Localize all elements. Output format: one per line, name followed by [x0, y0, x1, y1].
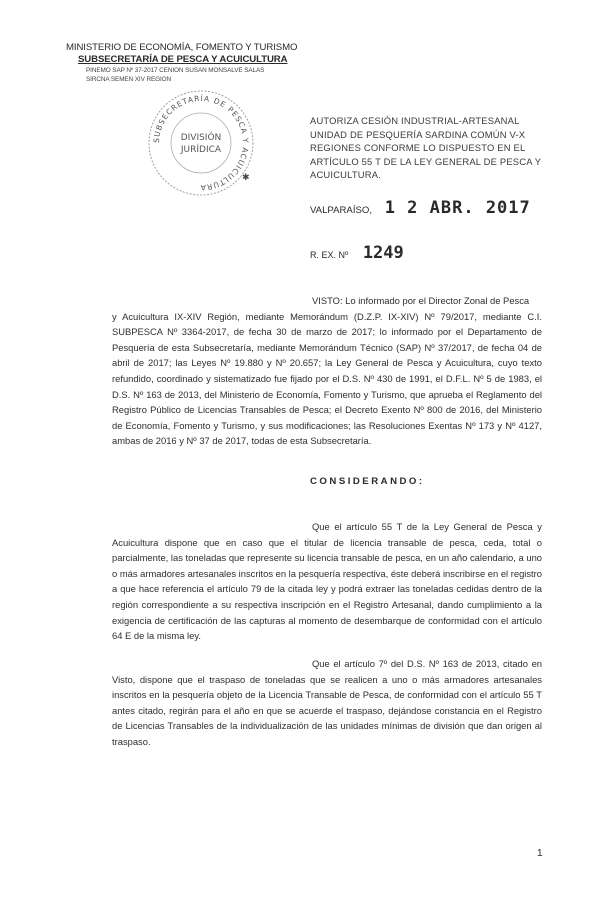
resolution-label: R. EX. Nº [310, 250, 349, 260]
stamp-seal-icon [142, 84, 260, 202]
stamp-ring-text: SUBSECRETARÍA DE PESCA Y ACUICULTURA [151, 93, 251, 193]
page-number: 1 [537, 848, 543, 859]
reference-line: PINEMO SAP Nº 37-2017 CENION SUSAN MONSALVE SALAS [86, 67, 265, 74]
visto-paragraph [112, 293, 542, 449]
resolution-number [310, 243, 404, 263]
division-juridica-stamp [142, 84, 260, 202]
considerando-heading: CONSIDERANDO: [310, 476, 425, 487]
ministry-name: MINISTERIO DE ECONOMÍA, FOMENTO Y TURISMO [66, 42, 298, 53]
dateline-city: VALPARAÍSO, [310, 205, 373, 216]
dateline [310, 198, 531, 218]
considerando-paragraph-2 [112, 656, 542, 750]
subsecretaria-name: SUBSECRETARÍA DE PESCA Y ACUICULTURA [78, 54, 288, 65]
stamp-center-line1: DIVISIÓN [180, 133, 222, 143]
reference-line-2: SIRCNA SEMEN XIV REGION [86, 76, 172, 83]
visto-lead: VISTO: Lo informado por el Director Zonal de Pesca [312, 295, 530, 306]
dateline-date: 1 2 ABR. 2017 [384, 198, 531, 218]
svg-text:✱: ✱ [242, 173, 250, 183]
resolution-title: AUTORIZA CESIÓN INDUSTRIAL-ARTESANAL UNIDAD DE PESQUERÍA SARDINA COMÚN V-X REGIONES CONFORME LO DISPUESTO EN EL ARTÍCULO 55 T DE LA LEY GENERAL DE PESCA Y ACUICULTURA. [310, 115, 542, 180]
stamp-center-line2: JURÍDICA [180, 145, 222, 155]
letterhead [66, 42, 297, 84]
visto-body: y Acuicultura IX-XIV Región, mediante Memorándum (D.Z.P. IX-XIV) Nº 79/2017, mediante C.I. SUBPESCA Nº 3364-2017, de fecha 30 de marzo de 2017; lo informado por el Departamento de Pesquería de esta Subsecretaría, mediante Memorándum Técnico (SAP) Nº 37/2017, de fecha 04 de abril de 2017; las Leyes Nº 19.880 y Nº 20.657; la Ley General de Pesca y Acuicultura, cuyo texto refundido, coordinado y sistematizado fue fijado por el D.S. Nº 430 de 1991, el D.F.L. Nº 5 de 1983, el D.S. Nº 163 de 2013, del Ministerio de Economía, Fomento y Turismo, que aprueba el Reglamento del Registro Público de Licencias Transables de Pesca; el Decreto Exento Nº 800 de 2016, del Ministerio de Economía, Fomento y Turismo, y sus modificaciones; las Resoluciones Exentas Nº 173 y Nº 4127, ambas de 2016 y Nº 37 de 2017, todas de esta Subsecretaría. [112, 310, 542, 447]
paragraph-1-text: Que el artículo 55 T de la Ley General de Pesca y Acuicultura dispone que en caso que el titular de licencia transable de pesca, ceda, total o parcialmente, las toneladas que represente su licencia transable de pesca, en un año calendario, a uno o más armadores artesanales inscritos en la pesquería respectiva, éste deberá inscribirse en el registro a que hace referencia el artículo 79 de la citada ley y podrá extraer las toneladas cedidas dentro de la región correspondiente a su respectiva inscripción en el Registro Artesanal, dando cumplimiento a la exigencia de certificación de las capturas al momento de desembarque de conformidad con el artículo 64 E de la misma ley. [112, 521, 542, 642]
resolution-number-value: 1249 [362, 243, 404, 263]
considerando-paragraph-1 [112, 519, 542, 644]
paragraph-2-text: Que el artículo 7º del D.S. Nº 163 de 2013, citado en Visto, dispone que el traspaso de toneladas que se realicen a uno o más armadores artesanales inscritos en la pesquería objeto de la Licencia Transable de Pesca, de conformidad con el artículo 55 T antes citado, regirán para el año en que se acuerde el traspaso, dejándose constancia en el Registro de Licencias Transables de la individualización de las unidades mínimas de división que dan origen al traspaso. [112, 658, 542, 747]
